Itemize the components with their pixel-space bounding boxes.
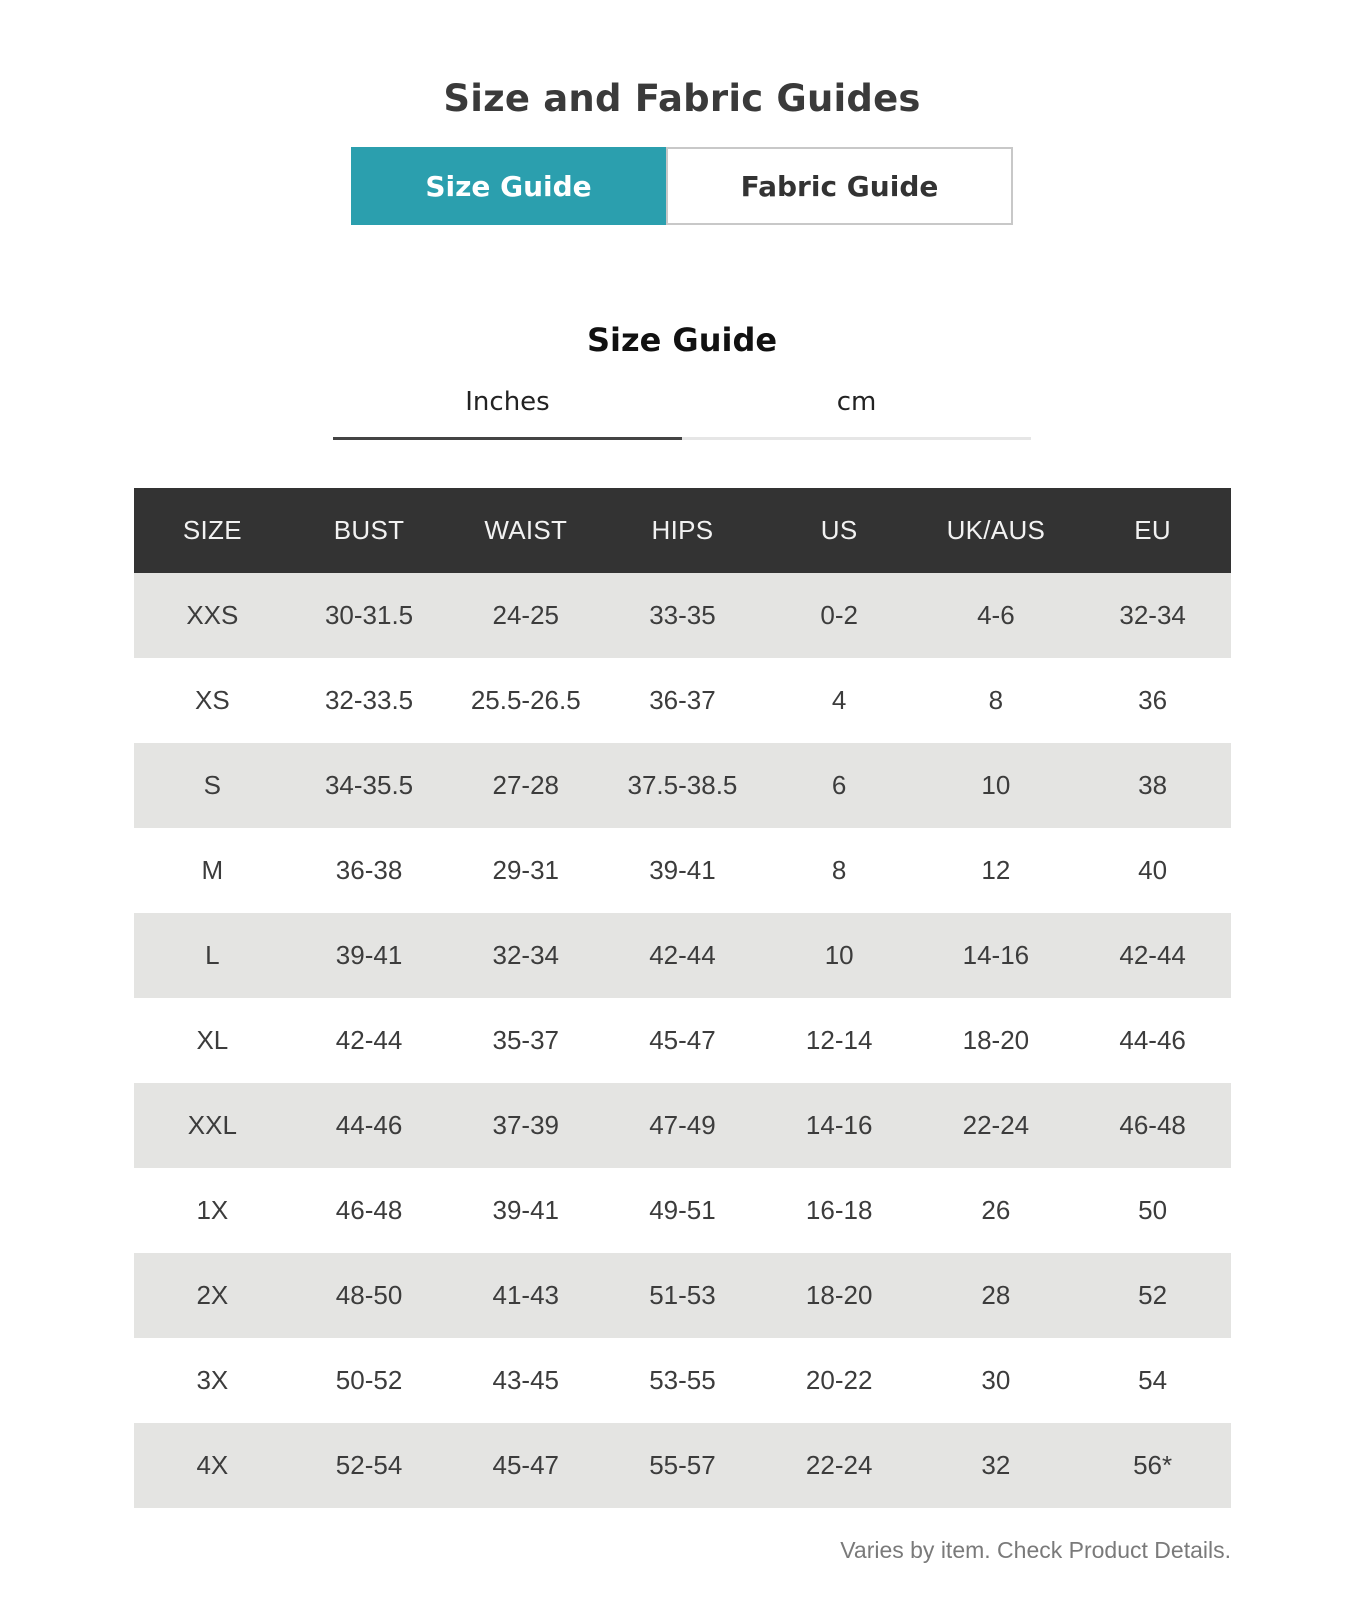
cell-us: 14-16	[761, 1083, 918, 1168]
cell-eu: 54	[1074, 1338, 1231, 1423]
column-header-eu: EU	[1074, 488, 1231, 573]
cell-waist: 39-41	[447, 1168, 604, 1253]
cell-bust: 34-35.5	[291, 743, 448, 828]
cell-uk-aus: 22-24	[918, 1083, 1075, 1168]
cell-bust: 39-41	[291, 913, 448, 998]
cell-waist: 35-37	[447, 998, 604, 1083]
cell-us: 10	[761, 913, 918, 998]
cell-eu: 52	[1074, 1253, 1231, 1338]
cell-size: 3X	[134, 1338, 291, 1423]
cell-us: 18-20	[761, 1253, 918, 1338]
tab-size-guide[interactable]: Size Guide	[351, 147, 666, 225]
cell-us: 22-24	[761, 1423, 918, 1508]
cell-waist: 27-28	[447, 743, 604, 828]
cell-uk-aus: 14-16	[918, 913, 1075, 998]
cell-eu: 38	[1074, 743, 1231, 828]
cell-uk-aus: 32	[918, 1423, 1075, 1508]
cell-bust: 42-44	[291, 998, 448, 1083]
tab-fabric-guide[interactable]: Fabric Guide	[666, 147, 1013, 225]
column-header-hips: HIPS	[604, 488, 761, 573]
cell-uk-aus: 8	[918, 658, 1075, 743]
cell-waist: 41-43	[447, 1253, 604, 1338]
cell-waist: 25.5-26.5	[447, 658, 604, 743]
cell-size: XXL	[134, 1083, 291, 1168]
cell-size: L	[134, 913, 291, 998]
cell-waist: 24-25	[447, 573, 604, 658]
cell-bust: 36-38	[291, 828, 448, 913]
table-row	[134, 998, 1231, 1083]
cell-uk-aus: 10	[918, 743, 1075, 828]
cell-hips: 37.5-38.5	[604, 743, 761, 828]
cell-us: 0-2	[761, 573, 918, 658]
footnote: Varies by item. Check Product Details.	[840, 1537, 1231, 1563]
table-row	[134, 1083, 1231, 1168]
cell-uk-aus: 4-6	[918, 573, 1075, 658]
tab-cm[interactable]: cm	[682, 380, 1031, 440]
cell-hips: 51-53	[604, 1253, 761, 1338]
cell-hips: 45-47	[604, 998, 761, 1083]
cell-size: 4X	[134, 1423, 291, 1508]
cell-size: XXS	[134, 573, 291, 658]
cell-size: XS	[134, 658, 291, 743]
cell-waist: 37-39	[447, 1083, 604, 1168]
cell-bust: 32-33.5	[291, 658, 448, 743]
cell-waist: 29-31	[447, 828, 604, 913]
cell-eu: 40	[1074, 828, 1231, 913]
cell-us: 8	[761, 828, 918, 913]
cell-uk-aus: 30	[918, 1338, 1075, 1423]
cell-eu: 44-46	[1074, 998, 1231, 1083]
cell-hips: 39-41	[604, 828, 761, 913]
size-table-body	[134, 573, 1231, 1508]
cell-us: 12-14	[761, 998, 918, 1083]
cell-hips: 47-49	[604, 1083, 761, 1168]
cell-eu: 32-34	[1074, 573, 1231, 658]
cell-waist: 43-45	[447, 1338, 604, 1423]
column-header-us: US	[761, 488, 918, 573]
column-header-size: SIZE	[134, 488, 291, 573]
cell-eu: 50	[1074, 1168, 1231, 1253]
table-row	[134, 1253, 1231, 1338]
cell-eu: 36	[1074, 658, 1231, 743]
column-header-uk-aus: UK/AUS	[918, 488, 1075, 573]
cell-size: M	[134, 828, 291, 913]
cell-hips: 42-44	[604, 913, 761, 998]
cell-uk-aus: 12	[918, 828, 1075, 913]
cell-eu: 42-44	[1074, 913, 1231, 998]
guide-tabs	[351, 147, 1013, 225]
cell-waist: 45-47	[447, 1423, 604, 1508]
cell-bust: 46-48	[291, 1168, 448, 1253]
table-row	[134, 913, 1231, 998]
size-table-head	[134, 488, 1231, 573]
cell-bust: 50-52	[291, 1338, 448, 1423]
cell-size: XL	[134, 998, 291, 1083]
size-table	[134, 488, 1231, 1508]
table-row	[134, 743, 1231, 828]
cell-eu: 46-48	[1074, 1083, 1231, 1168]
table-row	[134, 1338, 1231, 1423]
table-row	[134, 1168, 1231, 1253]
cell-us: 6	[761, 743, 918, 828]
cell-hips: 36-37	[604, 658, 761, 743]
cell-bust: 30-31.5	[291, 573, 448, 658]
table-row	[134, 658, 1231, 743]
cell-eu: 56*	[1074, 1423, 1231, 1508]
unit-tabs	[333, 380, 1031, 440]
table-header-row	[134, 488, 1231, 573]
cell-waist: 32-34	[447, 913, 604, 998]
cell-hips: 53-55	[604, 1338, 761, 1423]
cell-hips: 55-57	[604, 1423, 761, 1508]
table-row	[134, 1423, 1231, 1508]
column-header-bust: BUST	[291, 488, 448, 573]
cell-size: 2X	[134, 1253, 291, 1338]
cell-uk-aus: 18-20	[918, 998, 1075, 1083]
cell-bust: 44-46	[291, 1083, 448, 1168]
cell-bust: 52-54	[291, 1423, 448, 1508]
column-header-waist: WAIST	[447, 488, 604, 573]
cell-uk-aus: 26	[918, 1168, 1075, 1253]
cell-us: 4	[761, 658, 918, 743]
cell-size: 1X	[134, 1168, 291, 1253]
table-row	[134, 828, 1231, 913]
table-row	[134, 573, 1231, 658]
cell-hips: 49-51	[604, 1168, 761, 1253]
cell-size: S	[134, 743, 291, 828]
cell-uk-aus: 28	[918, 1253, 1075, 1338]
cell-us: 16-18	[761, 1168, 918, 1253]
cell-bust: 48-50	[291, 1253, 448, 1338]
page-title: Size and Fabric Guides	[443, 76, 921, 120]
section-title: Size Guide	[586, 320, 778, 359]
cell-hips: 33-35	[604, 573, 761, 658]
tab-inches[interactable]: Inches	[333, 380, 682, 440]
cell-us: 20-22	[761, 1338, 918, 1423]
